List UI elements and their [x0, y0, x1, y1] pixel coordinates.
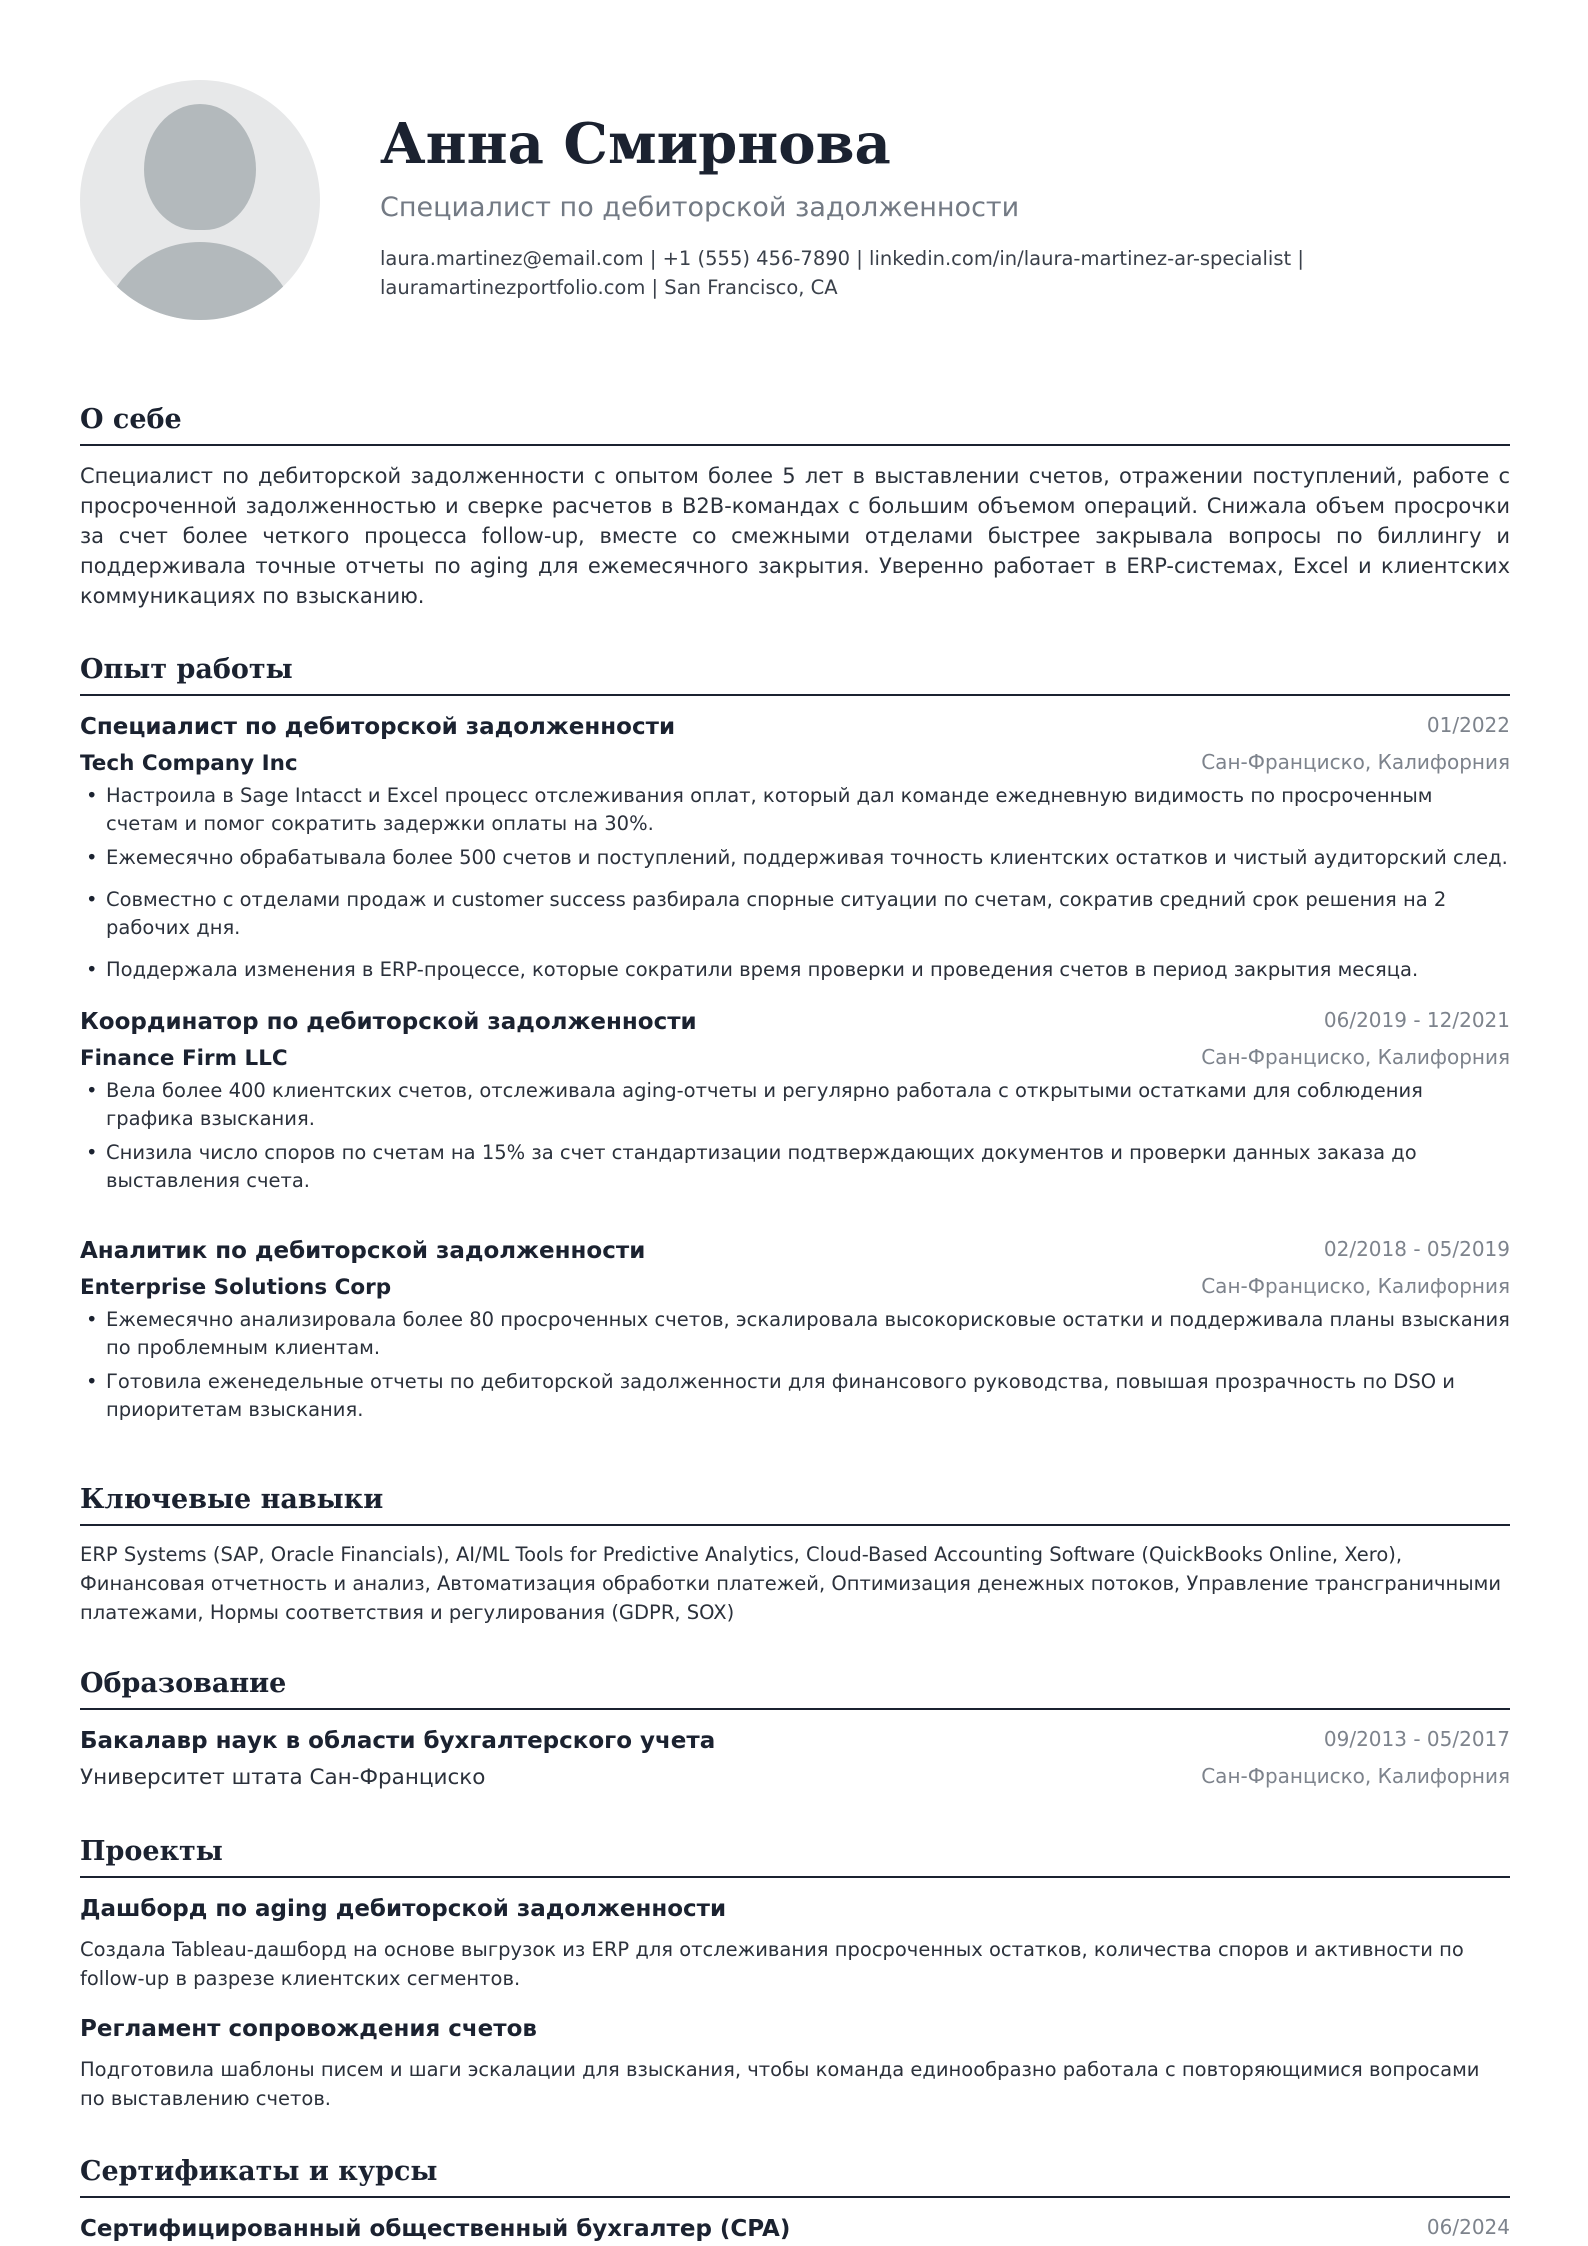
candidate-role: Специалист по дебиторской задолженности — [380, 192, 1020, 223]
job-bullets — [80, 1306, 1510, 1424]
job-bullets — [80, 1077, 1510, 1195]
candidate-name: Анна Смирнова — [380, 111, 891, 177]
section-title-projects: Проекты — [80, 1834, 1510, 1878]
avatar — [80, 80, 320, 320]
job-date: 06/2019 - 12/2021 — [1323, 1008, 1510, 1032]
job-location: Сан-Франциско, Калифорния — [1201, 1045, 1510, 1069]
job-bullet: • Вела более 400 клиентских счетов, отслеживала aging-отчеты и регулярно работала с открытыми остатками для соблюдения графика взыскания. — [80, 1077, 1510, 1133]
job-company: Enterprise Solutions Corp — [80, 1275, 392, 1300]
job-bullet: • Ежемесячно анализировала более 80 просроченных счетов, эскалировала высокорисковые остатки и поддерживала планы взыскания по проблемным клиентам. — [80, 1306, 1510, 1362]
skills-text: ERP Systems (SAP, Oracle Financials), AI/ML Tools for Predictive Analytics, Cloud-Based Accounting Software (QuickBooks Online, Xero), Финансовая отчетность и анализ, Автоматизация обработки платежей, Оптимизация денежных потоков, Управление трансграничными платежами, Нормы соответствия и регулирования (GDPR, SOX) — [80, 1543, 1502, 1624]
certification-date: 06/2024 — [1426, 2215, 1510, 2239]
contact-line-1: laura.martinez@email.com | +1 (555) 456-7890 | linkedin.com/in/laura-martinez-ar-specialist | — [380, 247, 1304, 270]
contact-info — [380, 244, 1320, 302]
job-bullet: • Совместно с отделами продаж и customer success разбирала спорные ситуации по счетам, сократив средний срок решения на 2 рабочих дня. — [80, 886, 1510, 942]
section-title-experience: Опыт работы — [80, 652, 1510, 696]
avatar-head-shape — [144, 104, 256, 230]
section-title-education: Образование — [80, 1666, 1510, 1710]
education-date: 09/2013 - 05/2017 — [1323, 1727, 1510, 1751]
job-bullet: • Ежемесячно обрабатывала более 500 счетов и поступлений, поддерживая точность клиентских остатков и чистый аудиторский след. — [80, 844, 1510, 872]
job-company: Finance Firm LLC — [80, 1046, 288, 1071]
job-bullets — [80, 782, 1510, 984]
about-text: Специалист по дебиторской задолженности с опытом более 5 лет в выставлении счетов, отражении поступлений, работе с просроченной задолженностью и сверке расчетов в B2B-командах с большим объемом операций. Снижала объем просрочки за счет более четкого процесса follow-up, вместе со смежными отделами быстрее закрывала вопросы по биллингу и поддерживала точные отчеты по aging для ежемесячного закрытия. Уверенно работает в ERP-системах, Excel и клиентских коммуникациях по взысканию. — [80, 464, 1510, 608]
project-description: Подготовила шаблоны писем и шаги эскалации для взыскания, чтобы команда единообразно работала с повторяющимися вопросами по выставлению счетов. — [80, 2058, 1480, 2110]
job-location: Сан-Франциско, Калифорния — [1201, 1274, 1510, 1298]
project-title: Регламент сопровождения счетов — [80, 2016, 537, 2042]
job-title: Аналитик по дебиторской задолженности — [80, 1238, 646, 1264]
education-location: Сан-Франциско, Калифорния — [1201, 1764, 1510, 1788]
job-title: Специалист по дебиторской задолженности — [80, 714, 676, 740]
education-school: Университет штата Сан-Франциско — [80, 1765, 486, 1790]
job-bullet: • Готовила еженедельные отчеты по дебиторской задолженности для финансового руководства, повышая прозрачность по DSO и приоритетам взыскания. — [80, 1368, 1510, 1424]
job-bullet: • Снизила число споров по счетам на 15% за счет стандартизации подтверждающих документов и проверки данных заказа до выставления счета. — [80, 1139, 1510, 1195]
job-company: Tech Company Inc — [80, 751, 298, 776]
job-location: Сан-Франциско, Калифорния — [1201, 750, 1510, 774]
project-description: Создала Tableau-дашборд на основе выгрузок из ERP для отслеживания просроченных остатков, количества споров и активности по follow-up в разрезе клиентских сегментов. — [80, 1938, 1464, 1990]
section-title-about: О себе — [80, 402, 1510, 446]
section-title-skills: Ключевые навыки — [80, 1482, 1510, 1526]
resume-page — [80, 0, 1510, 2246]
project-title: Дашборд по aging дебиторской задолженности — [80, 1896, 727, 1922]
education-degree: Бакалавр наук в области бухгалтерского учета — [80, 1728, 716, 1754]
job-date: 01/2022 — [1426, 713, 1510, 737]
job-date: 02/2018 - 05/2019 — [1323, 1237, 1510, 1261]
certification-title: Сертифицированный общественный бухгалтер (CPA) — [80, 2216, 791, 2242]
contact-line-2: lauramartinezportfolio.com | San Francisco, CA — [380, 276, 838, 299]
job-title: Координатор по дебиторской задолженности — [80, 1009, 697, 1035]
avatar-body-shape — [100, 242, 300, 320]
job-bullet: • Настроила в Sage Intacct и Excel процесс отслеживания оплат, который дал команде ежедневную видимость по просроченным счетам и помог сократить задержки оплаты на 30%. — [80, 782, 1510, 838]
section-title-certifications: Сертификаты и курсы — [80, 2154, 1510, 2198]
job-bullet: • Поддержала изменения в ERP-процессе, которые сократили время проверки и проведения счетов в период закрытия месяца. — [80, 956, 1510, 984]
